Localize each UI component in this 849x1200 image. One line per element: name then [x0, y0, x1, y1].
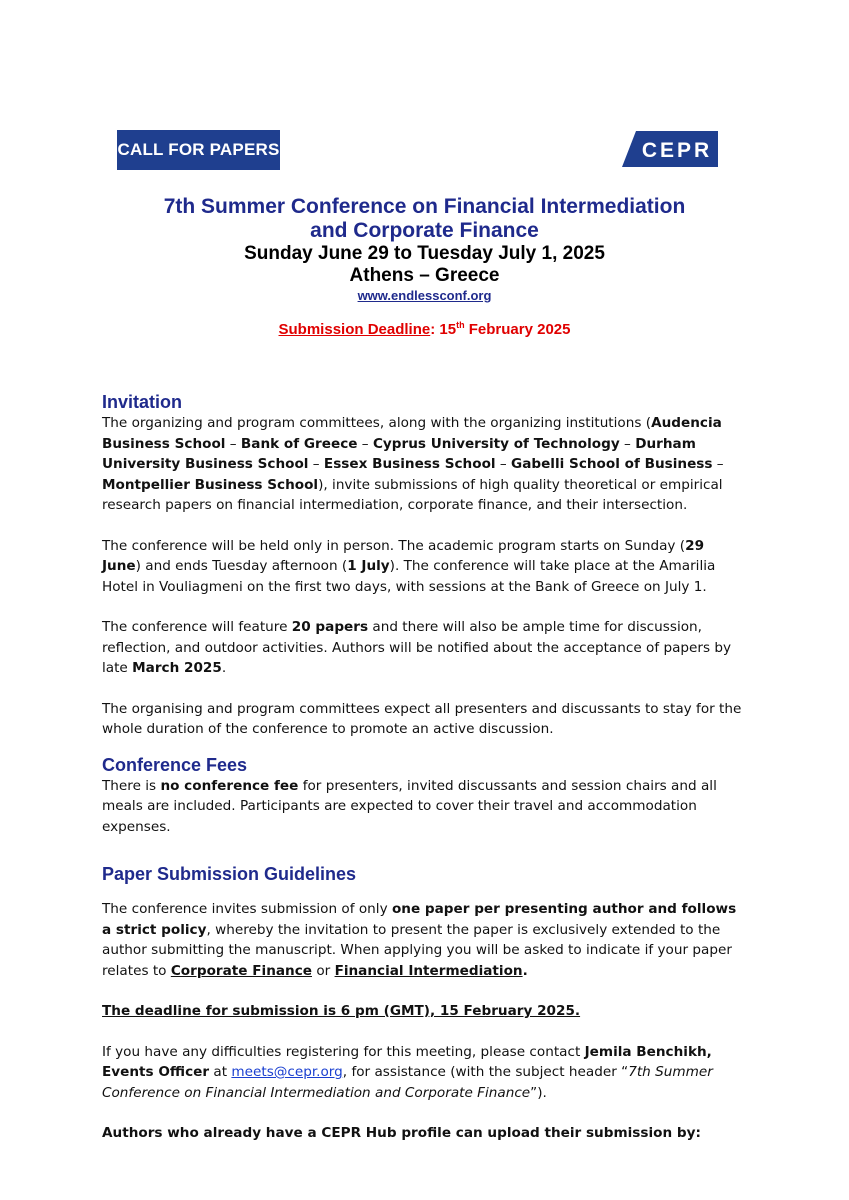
hub-submission-note: Authors who already have a CEPR Hub profile can upload their submission by: — [102, 1125, 701, 1141]
submission-deadline — [0, 320, 849, 338]
conference-title-line2: and Corporate Finance — [310, 219, 539, 242]
cepr-logo — [622, 131, 718, 167]
fees-paragraph: There is no conference fee for presenters, invited discussants and session chairs and all meals are included. Participants are expected to cover their travel and accommodation expenses. — [102, 777, 717, 835]
guidelines-heading: Paper Submission Guidelines — [102, 864, 357, 884]
guidelines-contact-paragraph: If you have any difficulties registering for this meeting, please contact Jemila Benchikh, Events Officer at meets@cepr.org, for assistance (with the subject header “7th Summer Conference on Financial Intermediation and Corporate Finance”). — [102, 1043, 713, 1101]
contact-email-link[interactable]: meets@cepr.org — [231, 1064, 343, 1080]
call-for-papers-label: CALL FOR PAPERS — [117, 140, 280, 159]
guidelines-paragraph-1: The conference invites submission of only one paper per presenting author and follows a strict policy, whereby the invitation to present the paper is exclusively extended to the author submitting the manuscript. When applying you will be asked to indicate if your paper relates to Corporate Finance or Financial Intermediation. — [102, 901, 737, 979]
conference-location: Athens – Greece — [349, 265, 500, 286]
deadline-month: February 2025 — [464, 321, 571, 338]
invitation-heading: Invitation — [102, 392, 182, 412]
document-body — [102, 391, 742, 1144]
invitation-paragraph-1: The organizing and program committees, along with the organizing institutions (Audencia Business School – Bank of Greece – Cyprus University of Technology – Durham University Business School – Essex Business School – Gabelli School of Business – Montpellier Business School), invite submissions of high quality theoretical or empirical research papers on financial intermediation, corporate finance, and their intersection. — [102, 415, 724, 513]
deadline-suffix: th — [456, 320, 465, 330]
invitation-paragraph-2: The conference will be held only in person. The academic program starts on Sunday (29 June) and ends Tuesday afternoon (1 July). The conference will take place at the Amarilia Hotel in Vouliagmeni on the first two days, with sessions at the Bank of Greece on July 1. — [102, 537, 716, 595]
conference-dates: Sunday June 29 to Tuesday July 1, 2025 — [244, 243, 605, 264]
guidelines-deadline: The deadline for submission is 6 pm (GMT), 15 February 2025. — [102, 1003, 581, 1019]
conference-url-link[interactable]: www.endlessconf.org — [357, 288, 492, 303]
invitation-paragraph-4: The organising and program committees expect all presenters and discussants to stay for the whole duration of the conference to promote an active discussion. — [102, 700, 742, 737]
conference-title-line1: 7th Summer Conference on Financial Intermediation — [163, 195, 686, 218]
invitation-paragraph-3: The conference will feature 20 papers and there will also be ample time for discussion, reflection, and outdoor activities. Authors will be notified about the acceptance of papers by late March 2025. — [102, 619, 732, 676]
deadline-label: Submission Deadline — [278, 321, 431, 338]
cepr-logo-text: CEPR — [641, 139, 713, 162]
conference-header — [0, 195, 849, 338]
call-for-papers-logo — [117, 130, 280, 170]
fees-heading: Conference Fees — [102, 754, 248, 775]
deadline-day: : 15 — [430, 321, 457, 338]
